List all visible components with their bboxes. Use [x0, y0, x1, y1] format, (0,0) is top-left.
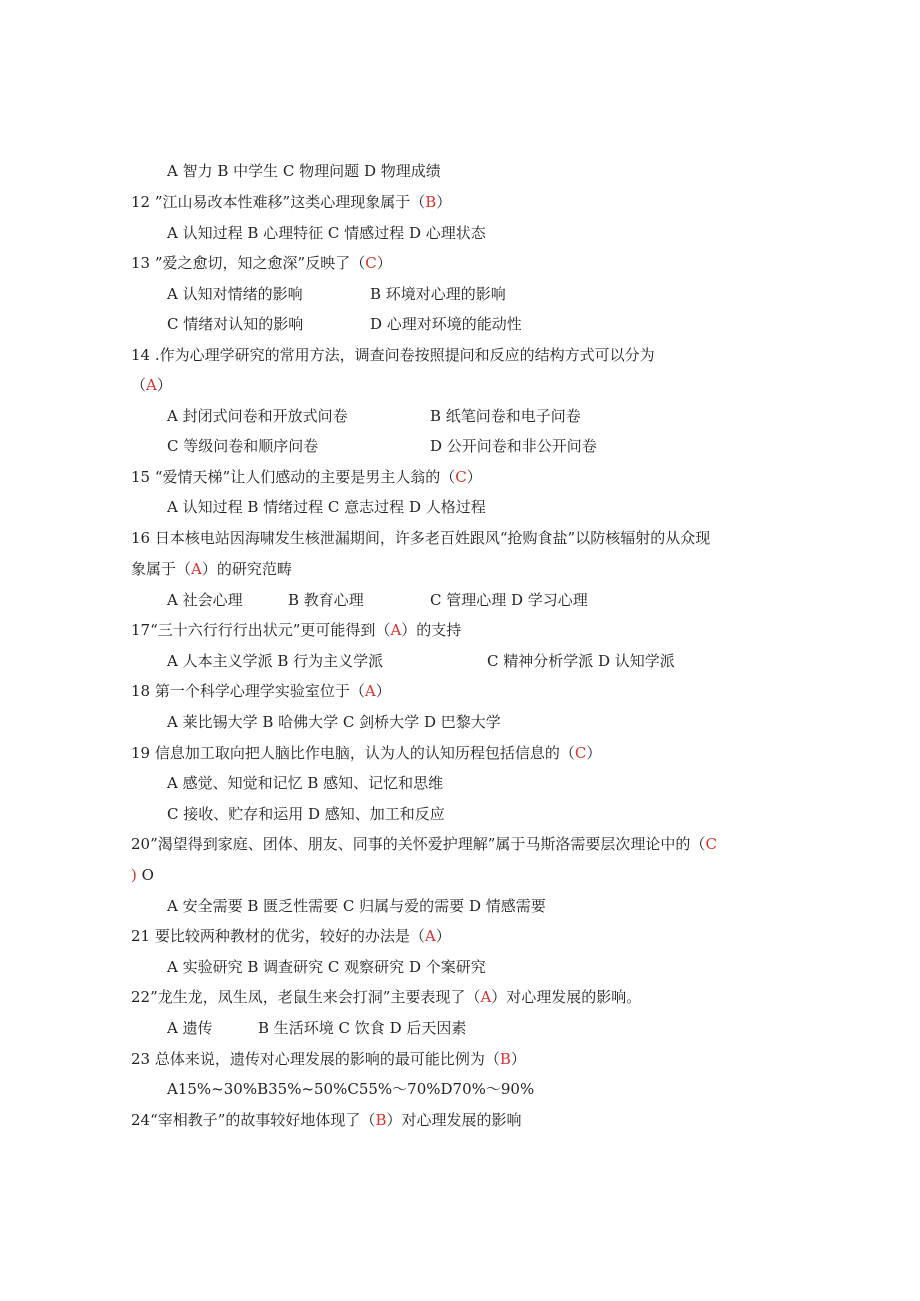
- line-text: 22”龙生龙，凤生凤，老鼠生来会打洞”主要表现了（: [131, 988, 481, 1006]
- line-text-after: ）的支持: [401, 621, 462, 639]
- answer-letter: A: [364, 682, 376, 700]
- line-text-after: ）: [435, 927, 451, 945]
- answer-letter: C: [455, 468, 467, 486]
- q14-options-row1: [167, 406, 348, 426]
- line-text-after: ）的研究范畴: [201, 560, 292, 578]
- q19-options-row2: [167, 804, 445, 824]
- line-text: A 莱比锡大学 B 哈佛大学 C 剑桥大学 D 巴黎大学: [167, 713, 501, 731]
- option-b: B 环境对心理的影响: [370, 285, 506, 303]
- answer-letter: B: [375, 1111, 387, 1129]
- q17-stem: [131, 620, 461, 640]
- line-text-after: ）对心理发展的影响: [386, 1111, 522, 1129]
- q22-stem: [131, 987, 641, 1007]
- answer-close-paren: ): [131, 866, 137, 884]
- q13-options-row2: [167, 314, 303, 334]
- q20-stem-line1: [131, 834, 717, 854]
- line-text: 14 .作为心理学研究的常用方法，调查问卷按照提问和反应的结构方式可以分为: [131, 346, 655, 364]
- option-bcd: B 生活环境 C 饮食 D 后天因素: [258, 1019, 467, 1037]
- line-text: 21 要比较两种教材的优劣，较好的办法是（: [131, 927, 425, 945]
- option-cd: C 精神分析学派 D 认知学派: [487, 652, 675, 670]
- line-text-after: ）: [376, 254, 392, 272]
- q17-options-ab: [167, 651, 383, 671]
- line-text: A 安全需要 B 匮乏性需要 C 归属与爱的需要 D 情感需要: [167, 897, 546, 915]
- answer-letter: A: [191, 560, 202, 578]
- q12-options: [167, 223, 486, 243]
- option-b: B 纸笔问卷和电子问卷: [430, 407, 581, 425]
- answer-letter: C: [705, 835, 717, 853]
- q14-options-row2: [167, 436, 318, 456]
- q23-stem: [131, 1049, 526, 1069]
- q14-stem: [131, 345, 655, 365]
- q20-stem-line2: [131, 865, 154, 885]
- q16-options-a: [167, 590, 243, 610]
- line-text: A15%~30%B35%~50%C55%～70%D70%～90%: [167, 1080, 535, 1098]
- line-text: 24“宰相教子”的故事较好地体现了（: [131, 1111, 376, 1129]
- q16-stem-line1: [131, 528, 710, 548]
- answer-letter: B: [499, 1050, 511, 1068]
- line-text-after: ）: [436, 193, 452, 211]
- line-text-after: ）: [586, 744, 602, 762]
- q13-options-row2-d: [370, 314, 522, 334]
- line-text: 13 ”爱之愈切，知之愈深”反映了（: [131, 254, 366, 272]
- q17-options-cd: [487, 651, 675, 671]
- q22-options-bcd: [258, 1018, 466, 1038]
- q13-options-row1-b: [370, 284, 506, 304]
- line-text: A 认知过程 B 心理特征 C 情感过程 D 心理状态: [167, 224, 486, 242]
- answer-letter: A: [146, 376, 157, 394]
- line-text: 12 ”江山易改本性难移”这类心理现象属于（: [131, 193, 426, 211]
- line-text: 17“三十六行行行出状元”更可能得到（: [131, 621, 391, 639]
- q13-stem: [131, 253, 392, 273]
- answer-letter: A: [480, 988, 492, 1006]
- q16-stem-line2: [131, 559, 292, 579]
- option-a: A 认知对情绪的影响: [167, 285, 303, 303]
- q14-answer: [131, 375, 172, 395]
- line-text-after: ）: [156, 376, 172, 394]
- q24-stem: [131, 1110, 521, 1130]
- line-text: 19 信息加工取向把人脑比作电脑，认为人的认知历程包括信息的（: [131, 744, 575, 762]
- option-b: B 教育心理: [288, 591, 364, 609]
- line-text: A 认知过程 B 情绪过程 C 意志过程 D 人格过程: [167, 498, 486, 516]
- line-text-after: ）: [510, 1050, 526, 1068]
- answer-letter: C: [574, 744, 587, 762]
- option-a: A 遗传: [167, 1019, 213, 1037]
- q16-options-cd: [430, 590, 588, 610]
- option-d: D 公开问卷和非公开问卷: [430, 437, 597, 455]
- q18-options: [167, 712, 501, 732]
- option-d: D 心理对环境的能动性: [370, 315, 522, 333]
- option-ab: A 人本主义学派 B 行为主义学派: [167, 652, 384, 670]
- line-text: A 智力 B 中学生 C 物理问题 D 物理成绩: [167, 162, 441, 180]
- q18-stem: [131, 681, 391, 701]
- answer-letter: C: [365, 254, 377, 272]
- line-text-after: ）: [466, 468, 482, 486]
- line-text-after: ）: [375, 682, 391, 700]
- option-a: A 社会心理: [167, 591, 243, 609]
- line-text: A 实验研究 B 调查研究 C 观察研究 D 个案研究: [167, 958, 486, 976]
- q12-stem: [131, 192, 451, 212]
- q15-options: [167, 497, 486, 517]
- q15-stem: [131, 467, 482, 487]
- q20-options: [167, 896, 546, 916]
- q22-options-a: [167, 1018, 213, 1038]
- answer-letter: A: [424, 927, 436, 945]
- line-text: （: [131, 376, 147, 394]
- line-text-after: O: [136, 866, 154, 884]
- line-text: 18 第一个科学心理学实验室位于（: [131, 682, 365, 700]
- line-text: A 感觉、知觉和记忆 B 感知、记忆和思维: [167, 774, 444, 792]
- option-c: C 等级问卷和顺序问卷: [167, 437, 319, 455]
- option-a: A 封闭式问卷和开放式问卷: [167, 407, 348, 425]
- q14-options-row2-d: [430, 436, 597, 456]
- line-text-after: ）对心理发展的影响。: [491, 988, 642, 1006]
- q11-options: [167, 161, 441, 181]
- option-c: C 情绪对认知的影响: [167, 315, 304, 333]
- q19-options-row1: [167, 773, 443, 793]
- q21-stem: [131, 926, 451, 946]
- option-cd: C 管理心理 D 学习心理: [430, 591, 588, 609]
- line-text: 象属于（: [131, 560, 192, 578]
- answer-letter: B: [425, 193, 437, 211]
- q16-options-b: [288, 590, 364, 610]
- answer-letter: A: [390, 621, 402, 639]
- q14-options-row1-b: [430, 406, 581, 426]
- line-text: 15 “爱情天梯”让人们感动的主要是男主人翁的（: [131, 468, 456, 486]
- line-text: 23 总体来说，遗传对心理发展的影响的最可能比例为（: [131, 1050, 500, 1068]
- q21-options: [167, 957, 486, 977]
- q23-options: [167, 1079, 534, 1099]
- line-text: C 接收、贮存和运用 D 感知、加工和反应: [167, 805, 445, 823]
- q13-options-row1: [167, 284, 303, 304]
- q19-stem: [131, 743, 601, 763]
- line-text: 20”渴望得到家庭、团体、朋友、同事的关怀爱护理解”属于马斯洛需要层次理论中的（: [131, 835, 706, 853]
- line-text: 16 日本核电站因海啸发生核泄漏期间，许多老百姓跟风“抢购食盐”以防核辐射的从众现: [131, 529, 711, 547]
